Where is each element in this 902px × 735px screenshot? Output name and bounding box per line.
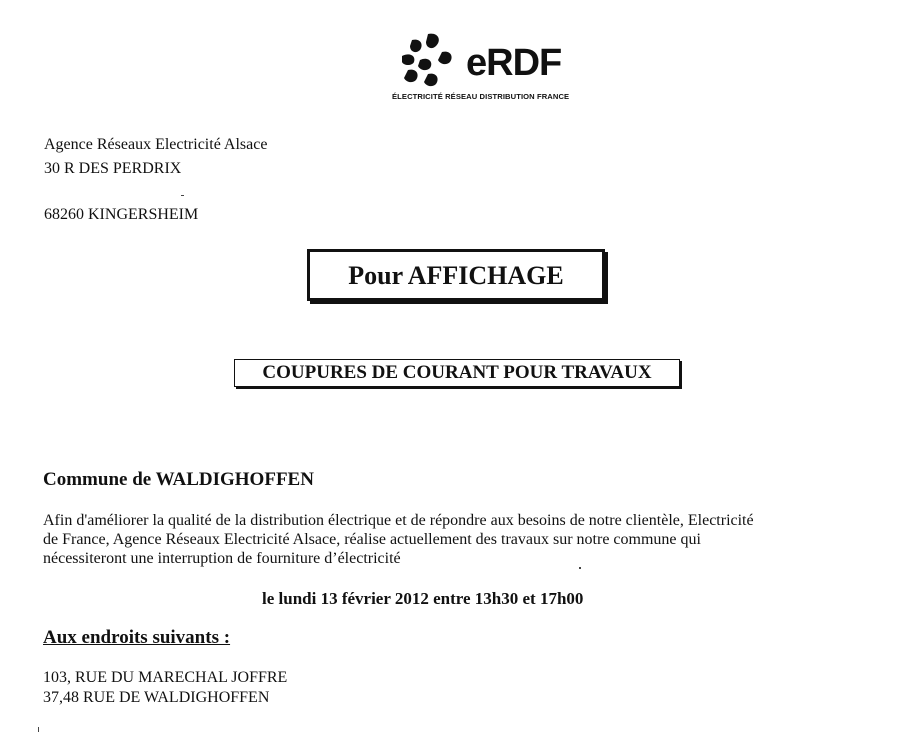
- place-item: 103, RUE DU MARECHAL JOFFRE: [43, 669, 288, 686]
- sender-street: 30 R DES PERDRIX: [44, 160, 182, 177]
- places-heading: Aux endroits suivants :: [43, 627, 231, 648]
- body-paragraph: [43, 511, 833, 568]
- sender-city: 68260 KINGERSHEIM: [44, 206, 199, 223]
- erdf-logo: [392, 30, 578, 110]
- notice-title: Pour AFFICHAGE: [348, 261, 564, 290]
- erdf-logo-mark-icon: [398, 30, 464, 90]
- commune-heading: Commune de WALDIGHOFFEN: [43, 469, 314, 490]
- notice-subtitle-box: [234, 359, 680, 387]
- scan-speck: [181, 195, 184, 196]
- sender-name: Agence Réseaux Electricité Alsace: [44, 136, 268, 153]
- logo-wordmark: eRDF: [466, 42, 562, 84]
- notice-title-box: [307, 249, 605, 301]
- schedule-date: le lundi 13 février 2012 entre 13h30 et 17h00: [262, 589, 584, 608]
- body-line: nécessiteront une interruption de fourniture d’électricité: [43, 550, 401, 567]
- logo-tagline: ÉLECTRICITÉ RÉSEAU DISTRIBUTION FRANCE: [392, 92, 570, 101]
- scan-speck: [579, 567, 581, 569]
- body-line: Afin d'améliorer la qualité de la distribution électrique et de répondre aux besoins de notre clientèle, Electricité: [43, 512, 754, 529]
- notice-subtitle: COUPURES DE COURANT POUR TRAVAUX: [262, 362, 652, 383]
- place-item: 37,48 RUE DE WALDIGHOFFEN: [43, 689, 270, 706]
- body-line: de France, Agence Réseaux Electricité Alsace, réalise actuellement des travaux sur notre commune qui: [43, 531, 701, 548]
- scan-speck: [38, 727, 39, 732]
